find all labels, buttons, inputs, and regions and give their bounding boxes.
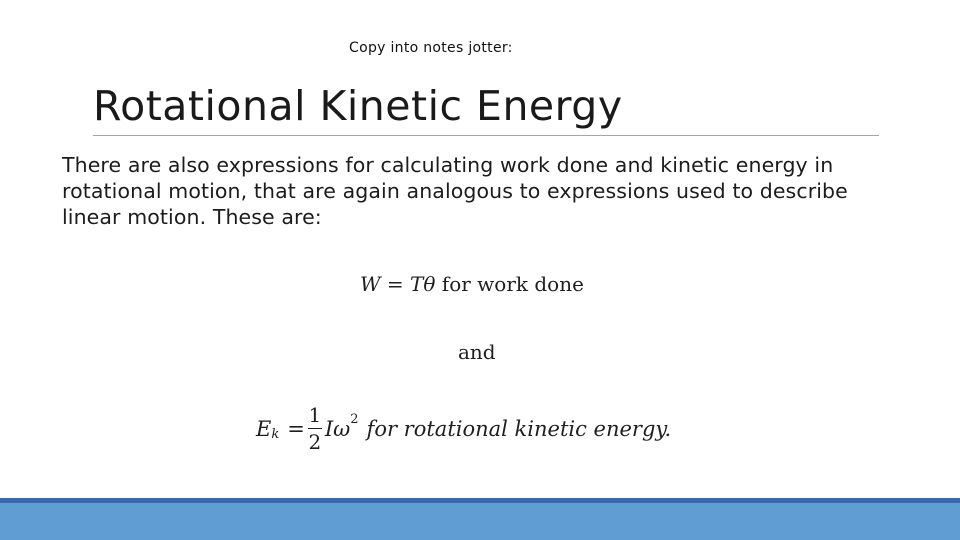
work-label: for work done [441,272,584,296]
title-underline [93,135,879,136]
fraction-numerator: 1 [308,403,322,427]
energy-subscript: k [271,427,280,443]
equals-sign: = [287,416,305,441]
connector-word: and [458,340,496,364]
omega-exponent: 2 [350,412,359,428]
fraction-denominator: 2 [308,430,322,455]
inertia-omega: Iω [324,416,351,441]
work-equation [360,272,584,296]
work-symbol: W [360,272,381,296]
torque-theta: Tθ [410,272,436,296]
fraction [308,404,322,453]
slide-title: Rotational Kinetic Energy [93,82,623,130]
kinetic-energy-equation [256,404,671,453]
footer-bar [0,503,960,540]
energy-symbol: E [256,416,272,441]
notes-instruction: Copy into notes jotter: [349,40,513,56]
equals-sign: = [386,272,404,296]
kinetic-energy-label: for rotational kinetic energy. [366,416,672,441]
body-paragraph: There are also expressions for calculating work done and kinetic energy in rotational motion, that are again analogous to expressions used to describe linear motion. These are: [62,153,848,229]
fraction-bar [308,428,322,429]
